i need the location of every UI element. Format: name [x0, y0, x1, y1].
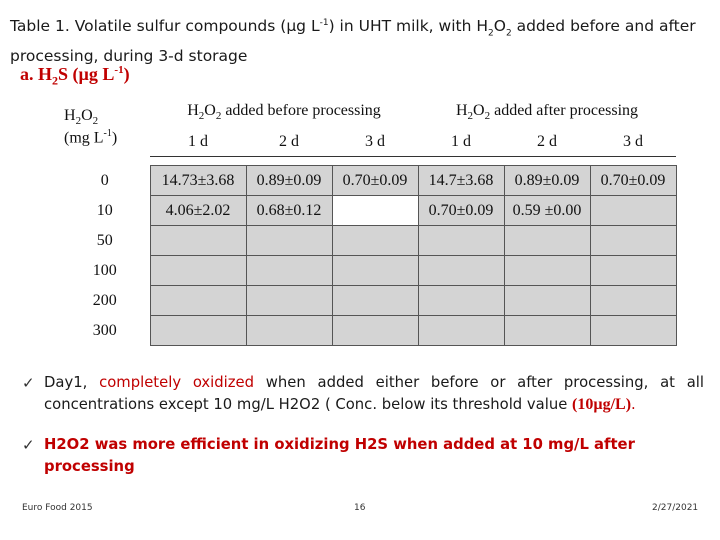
table-cell: 14.7±3.68 [418, 166, 504, 196]
table-cell [590, 256, 676, 286]
bullet-list [22, 372, 704, 478]
table-cell [150, 226, 246, 256]
table-cell [504, 226, 590, 256]
concentration-label: 0 [100, 171, 109, 189]
day-header: 2 d [246, 127, 332, 157]
footer-date: 2/27/2021 [652, 503, 699, 513]
table-cell: 0.68±0.12 [246, 196, 332, 226]
bullet-text: H2O2 was more efficient in oxidizing H2S when added at 10 mg/L after processing [44, 436, 635, 475]
table-row [60, 166, 676, 196]
concentration-label: 10 [96, 201, 113, 219]
table-cell [246, 226, 332, 256]
table-cell [332, 226, 418, 256]
table-cell: 0.89±0.09 [504, 166, 590, 196]
day-header: 3 d [590, 127, 676, 157]
table-cell: 0.70±0.09 [418, 196, 504, 226]
row-header-label: $H_2O_2$ (mg $L^{-1}$) [64, 107, 118, 146]
concentration-label: 50 [96, 231, 113, 249]
table-cell [332, 256, 418, 286]
bullet-text: Day1, completely oxidized when added either before or after processing, at all concentrations except 10 mg/L H2O2 ( Conc. below its threshold value (10µg/L). [44, 374, 705, 413]
table-cell [504, 286, 590, 316]
table-cell [590, 226, 676, 256]
footer-event: Euro Food 2015 [22, 503, 93, 513]
bullet-item [22, 372, 704, 416]
table-cell: 14.73±3.68 [150, 166, 246, 196]
table-row [60, 316, 676, 346]
table-cell [150, 256, 246, 286]
concentration-label: 300 [92, 321, 117, 339]
slide-title: Table 1. Volatile sulfur compounds (µg $L^{-1}$) in UHT milk, with $H_2O_2$ added before and after processing, during 3-d storage [10, 17, 696, 66]
slide-number: 16 [354, 503, 366, 513]
table-cell [150, 316, 246, 346]
table-cell [246, 316, 332, 346]
concentration-label: 200 [92, 291, 117, 309]
table-cell [332, 196, 418, 226]
day-header: 1 d [418, 127, 504, 157]
table-row [60, 286, 676, 316]
table-cell [590, 196, 676, 226]
table-cell [418, 286, 504, 316]
table-cell [246, 286, 332, 316]
table-cell: 0.59 ±0.00 [504, 196, 590, 226]
table-cell [418, 316, 504, 346]
table-cell [150, 286, 246, 316]
checkmark-icon: ✓ [22, 436, 35, 454]
table-cell [332, 316, 418, 346]
table-row [60, 196, 676, 226]
day-header: 3 d [332, 127, 418, 157]
day-header: 1 d [150, 127, 246, 157]
day-header: 2 d [504, 127, 590, 157]
table-cell [418, 256, 504, 286]
table-cell [246, 256, 332, 286]
group-header-after: $H_2O_2$ added after processing [455, 102, 639, 123]
table-row [60, 226, 676, 256]
table-cell: 0.70±0.09 [590, 166, 676, 196]
data-table [60, 98, 677, 346]
checkmark-icon: ✓ [22, 374, 35, 392]
table-cell [332, 286, 418, 316]
table-cell: 4.06±2.02 [150, 196, 246, 226]
table-cell [504, 316, 590, 346]
table-subtitle: a. $H_2S$ (µg $L^{-1}$) [20, 64, 130, 88]
table-cell: 0.70±0.09 [332, 166, 418, 196]
table-cell: 0.89±0.09 [246, 166, 332, 196]
table-cell [590, 286, 676, 316]
table-row [60, 256, 676, 286]
group-header-before: $H_2O_2$ added before processing [187, 102, 381, 123]
table-cell [590, 316, 676, 346]
concentration-label: 100 [92, 261, 117, 279]
table-cell [504, 256, 590, 286]
table-cell [418, 226, 504, 256]
bullet-item [22, 434, 704, 478]
